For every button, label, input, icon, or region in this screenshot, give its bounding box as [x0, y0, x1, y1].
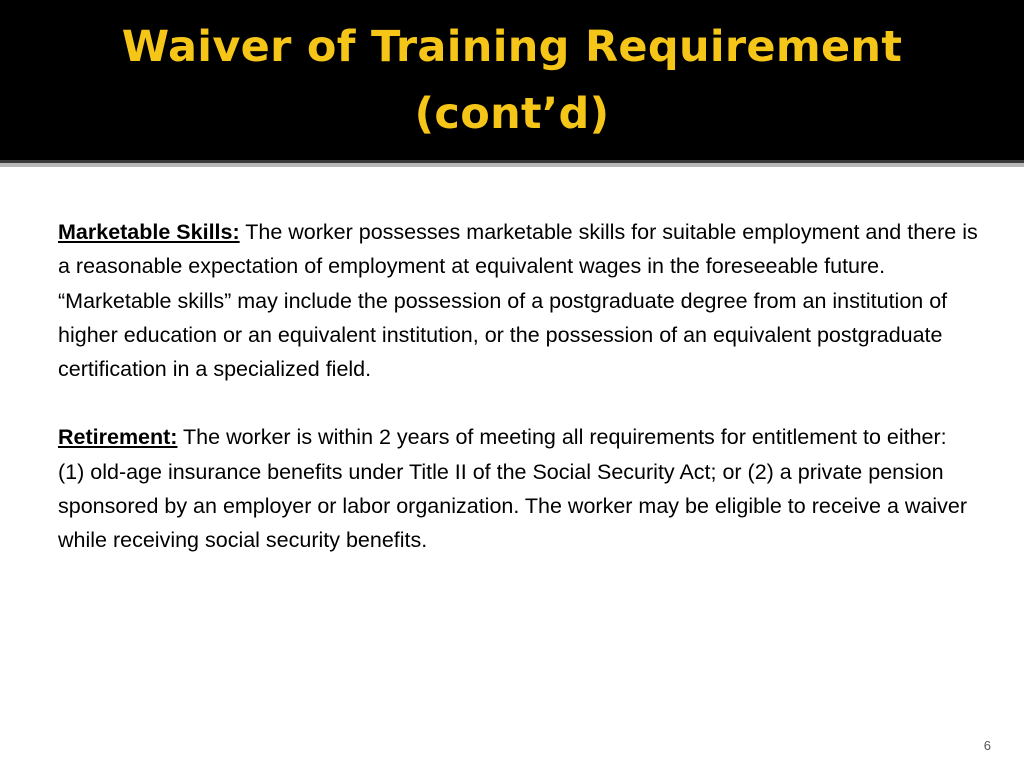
- slide-body: [58, 215, 978, 592]
- page-number: 6: [983, 738, 991, 753]
- paragraph-text-marketable-skills: The worker possesses marketable skills for suitable employment and there is a reasonable expectation of employment at equivalent wages in the foreseeable future. “Marketable skills” may include the possession of a postgraduate degree from an institution of higher education or an equivalent institution, or the possession of an equivalent postgraduate certification in a specialized field.: [58, 220, 978, 382]
- title-divider-light: [0, 163, 1024, 167]
- paragraph-text-retirement: The worker is within 2 years of meeting all requirements for entitlement to either: (1) old-age insurance benefits under Title II of the Social Security Act; or (2) a private pension sponsored by an employer or labor organization. The worker may be eligible to receive a waiver while receiving social security benefits.: [58, 425, 968, 553]
- slide-title-line-1: Waiver of Training Requirement: [121, 22, 903, 72]
- paragraph-lead-marketable-skills: Marketable Skills:: [58, 220, 240, 244]
- paragraph-lead-retirement: Retirement:: [58, 425, 178, 450]
- paragraph-retirement: [58, 420, 978, 557]
- slide-title: [0, 14, 1024, 148]
- slide-title-line-2: (cont’d): [414, 89, 610, 139]
- paragraph-marketable-skills: [58, 215, 978, 386]
